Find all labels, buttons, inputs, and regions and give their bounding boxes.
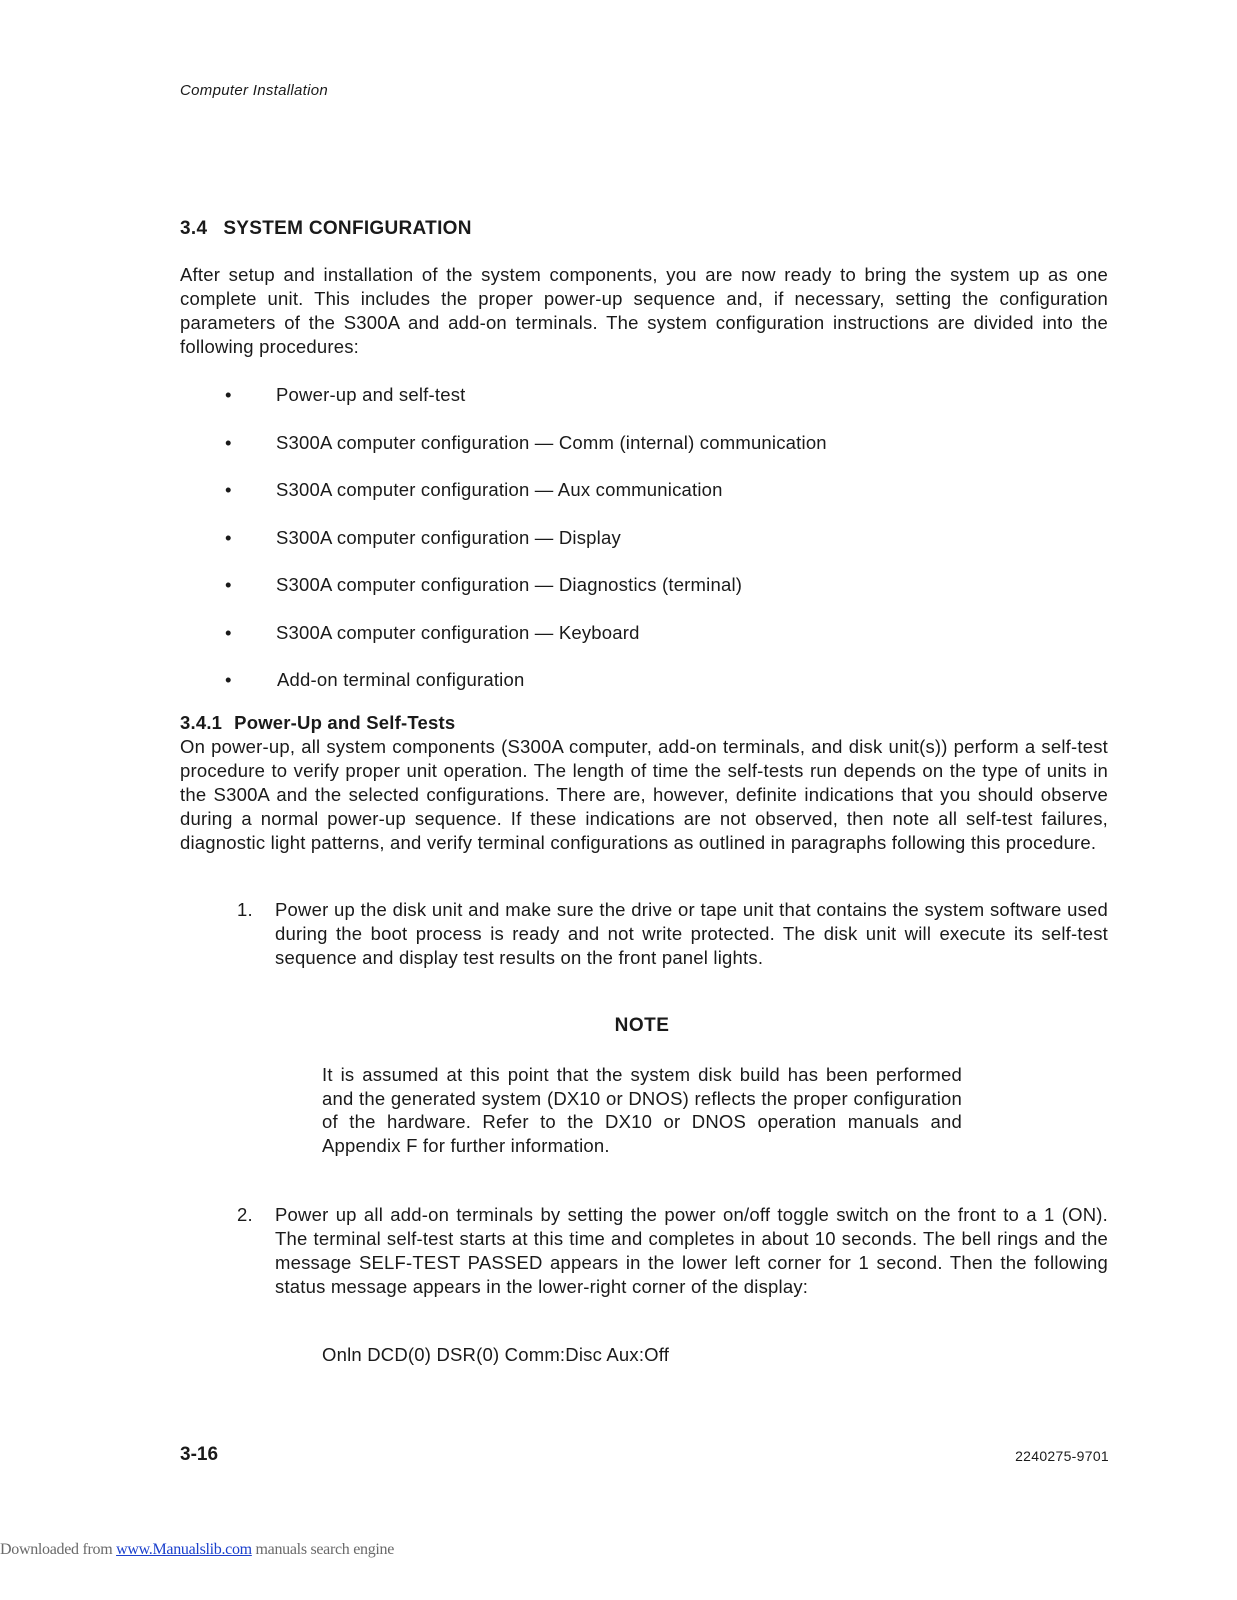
step-number: 1. — [237, 899, 253, 920]
list-item-text: S300A computer configuration — Keyboard — [276, 621, 640, 643]
section-number: 3.4 — [180, 218, 208, 239]
list-item-text: S300A computer configuration — Display — [276, 526, 621, 548]
subsection-heading — [180, 712, 455, 734]
section-intro-paragraph: After setup and installation of the system components, you are now ready to bring the system up as one complete unit. This includes the proper power-up sequence and, if necessary, setting the configuration parameters of the S300A and add-on terminals. The system configuration instructions are divided into the following procedures: — [180, 264, 1108, 357]
bullet-icon: • — [225, 621, 232, 643]
subsection-paragraph: On power-up, all system components (S300A computer, add-on terminals, and disk unit(s)) perform a self-test procedure to verify proper unit operation. The length of time the self-tests run depends on the type of units in the S300A and the selected configurations. There are, however, definite indications that you should observe during a normal power-up sequence. If these indications are not observed, then note all self-test failures, diagnostic light patterns, and verify terminal configurations as outlined in paragraphs following this procedure. — [180, 736, 1108, 853]
list-item-text: S300A computer configuration — Comm (internal) communication — [276, 431, 827, 453]
list-item-text: Add-on terminal configuration — [277, 669, 525, 690]
section-title: SYSTEM CONFIGURATION — [223, 218, 472, 239]
page-number: 3-16 — [180, 1444, 219, 1465]
section-heading — [180, 218, 472, 240]
list-item-text: S300A computer configuration — Aux communication — [276, 479, 723, 500]
download-footer — [0, 1541, 394, 1559]
step-2 — [237, 1203, 1108, 1299]
subsection-title: Power-Up and Self-Tests — [234, 712, 456, 733]
step-1 — [237, 898, 1108, 970]
step-number: 2. — [237, 1204, 253, 1225]
list-item-text: Power-up and self-test — [276, 384, 466, 405]
step-text: Power up all add-on terminals by setting the power on/off toggle switch on the front to a 1 (ON). The terminal self-test starts at this time and completes in about 10 seconds. The bell rings and the message SELF-TEST PASSED appears in the lower left corner for 1 second. Then the following status message appears in the lower-right corner of the display: — [275, 1204, 1108, 1297]
bullet-icon: • — [225, 384, 232, 405]
bullet-icon: • — [225, 431, 232, 453]
bullet-icon: • — [225, 669, 232, 690]
download-suffix: manuals search engine — [251, 1541, 395, 1558]
manualslib-link[interactable]: www.Manualslib.com — [116, 1541, 252, 1558]
note-text: It is assumed at this point that the system disk build has been performed and the generated system (DX10 or DNOS) reflects the proper configuration of the hardware. Refer to the DX10 or DNOS operation manuals and Appendix F for further information. — [322, 1064, 962, 1156]
document-number: 2240275-9701 — [1015, 1448, 1109, 1464]
download-prefix: Downloaded from — [0, 1541, 117, 1558]
running-head: Computer Installation — [180, 82, 329, 99]
list-item-text: S300A computer configuration — Diagnostics (terminal) — [276, 574, 743, 595]
step-text: Power up the disk unit and make sure the drive or tape unit that contains the system software used during the boot process is ready and not write protected. The disk unit will execute its self-test sequence and display test results on the front panel lights. — [275, 899, 1108, 968]
bullet-icon: • — [225, 479, 232, 500]
note-title: NOTE — [614, 1015, 670, 1036]
bullet-icon: • — [225, 526, 232, 548]
subsection-number: 3.4.1 — [180, 712, 223, 733]
bullet-icon: • — [225, 574, 232, 595]
status-message: Onln DCD(0) DSR(0) Comm:Disc Aux:Off — [322, 1344, 670, 1365]
